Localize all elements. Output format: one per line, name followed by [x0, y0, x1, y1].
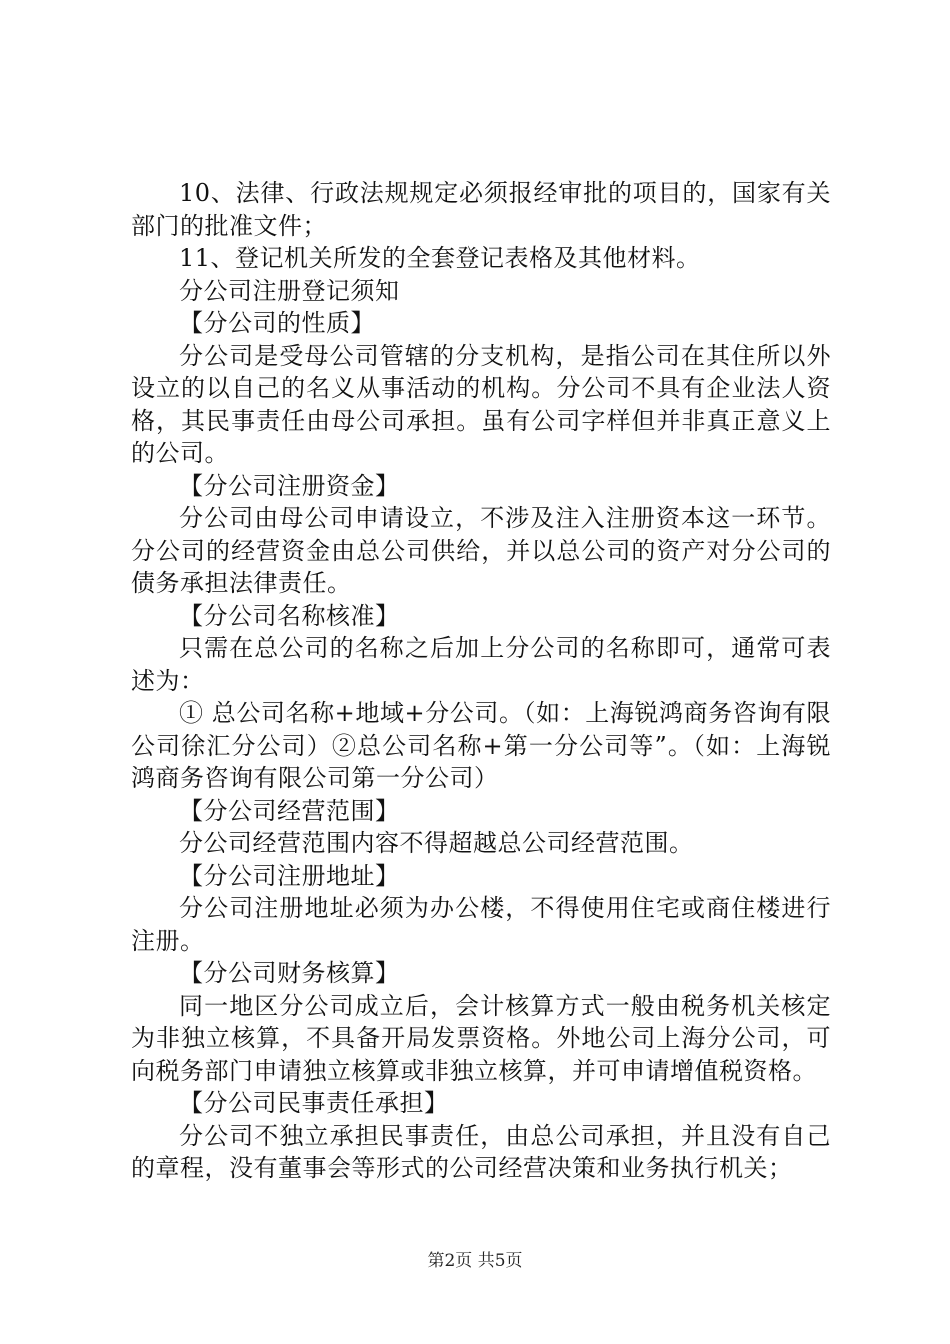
- paragraph-nature: 分公司是受母公司管辖的分支机构，是指公司在其住所以外设立的以自己的名义从事活动的机构。分公司不具有企业法人资格，其民事责任由母公司承担。虽有公司字样但并非真正意义上的公司。: [131, 341, 831, 467]
- paragraph-civil-liability: 分公司不独立承担民事责任，由总公司承担，并且没有自己的章程，没有董事会等形式的公司经营决策和业务执行机关；: [131, 1121, 831, 1182]
- paragraph-business-scope: 分公司经营范围内容不得超越总公司经营范围。: [179, 829, 694, 857]
- paragraph-registered-address: 分公司注册地址必须为办公楼，不得使用住宅或商住楼进行注册。: [131, 894, 831, 955]
- list-item-11: 11、登记机关所发的全套登记表格及其他材料。: [179, 244, 701, 272]
- heading-registered-address: 【分公司注册地址】: [179, 861, 400, 890]
- heading-accounting: 【分公司财务核算】: [179, 959, 400, 987]
- heading-civil-liability: 【分公司民事责任承担】: [179, 1089, 449, 1117]
- heading-nature: 【分公司的性质】: [179, 309, 375, 337]
- paragraph-capital: 分公司由母公司申请设立，不涉及注入注册资本这一环节。分公司的经营资金由总公司供给，并以总公司的资产对分公司的债务承担法律责任。: [131, 504, 831, 597]
- heading-capital: 【分公司注册资金】: [179, 471, 400, 500]
- page-number: 第2页 共5页: [427, 1251, 523, 1271]
- heading-business-scope: 【分公司经营范围】: [179, 796, 400, 825]
- section-title: 分公司注册登记须知: [179, 276, 400, 305]
- document-body: [131, 177, 831, 1185]
- list-item-10: 10、法律、行政法规规定必须报经审批的项目的，国家有关部门的批准文件；: [131, 179, 831, 240]
- paragraph-name-examples: ① 总公司名称+地域+分公司。（如：上海锐鸿商务咨询有限公司徐汇分公司）②总公司名称+第一分公司等”。（如：上海锐鸿商务咨询有限公司第一分公司）: [131, 699, 831, 792]
- paragraph-accounting: 同一地区分公司成立后，会计核算方式一般由税务机关核定为非独立核算，不具备开局发票资格。外地公司上海分公司，可向税务部门申请独立核算或非独立核算，并可申请增值税资格。: [131, 991, 831, 1085]
- heading-name-approval: 【分公司名称核准】: [179, 601, 400, 630]
- paragraph-name-approval: 只需在总公司的名称之后加上分公司的名称即可，通常可表述为：: [131, 634, 831, 695]
